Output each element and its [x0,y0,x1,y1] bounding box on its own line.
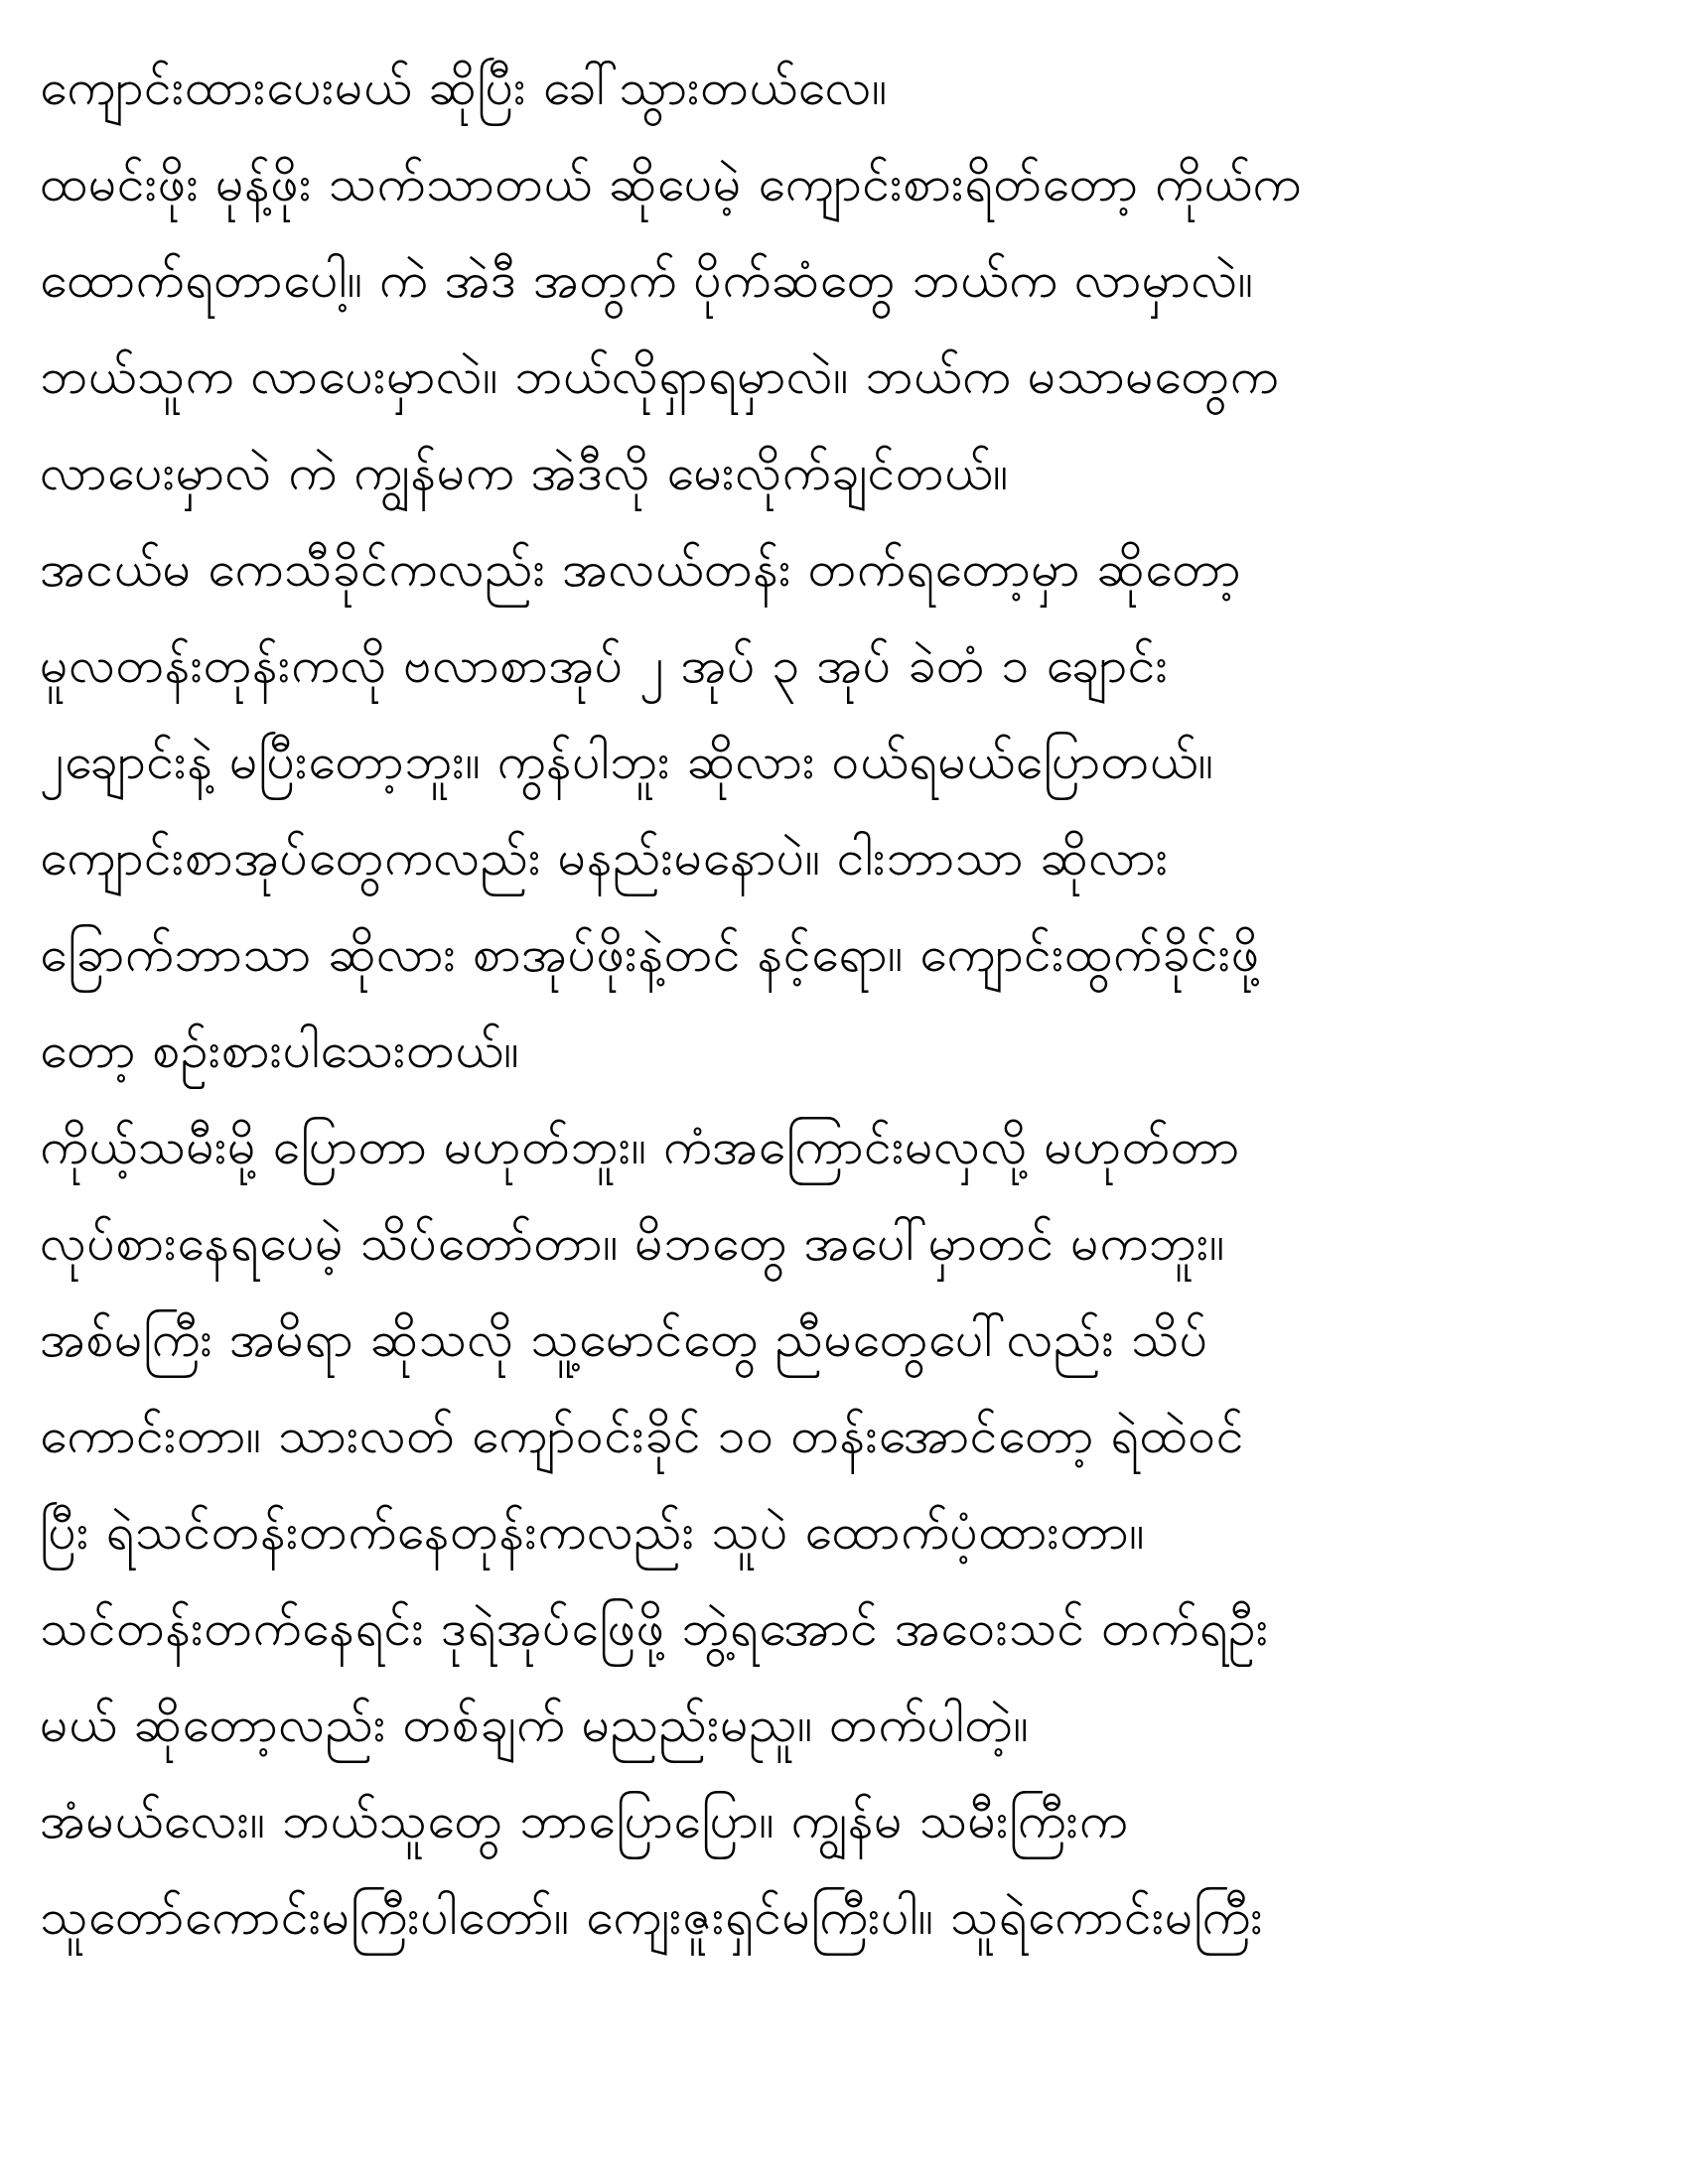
text-line: မူလတန်းတုန်းကလို ဗလာစာအုပ် ၂ အုပ် ၃ အုပ် ခဲတံ ၁ ချောင်း [40,636,1169,694]
text-line: ဘယ်သူက လာပေးမှာလဲ။ ဘယ်လိုရှာရမှာလဲ။ ဘယ်က မသာမတွေက [40,347,1279,405]
text-line: သင်တန်းတက်နေရင်း ဒုရဲအုပ်ဖြေဖို့ ဘွဲ့ရအောင် အဝေးသင် တက်ရဦး [40,1599,1269,1657]
text-line: ပြီး ရဲသင်တန်းတက်နေတုန်းကလည်း သူပဲ ထောက်ပံ့ထားတာ။ [40,1503,1145,1561]
text-line: လာပေးမှာလဲ ကဲ ကျွန်မက အဲဒီလို မေးလိုက်ချင်တယ်။ [40,444,1009,501]
text-line: အစ်မကြီး အမိရာ ဆိုသလို သူ့မောင်တွေ ညီမတွေပေါ်လည်း သိပ် [40,1310,1208,1368]
text-line: ခြောက်ဘာသာ ဆိုလား စာအုပ်ဖိုးနဲ့တင် နင့်ရော။ ကျောင်းထွက်ခိုင်းဖို့ [40,925,1260,983]
text-line: ကျောင်းထားပေးမယ် ဆိုပြီး ခေါ်သွားတယ်လေ။ [40,59,888,116]
text-line: သူတော်ကောင်းမကြီးပါတော်။ ကျေးဇူးရှင်မကြီးပါ။ သူရဲကောင်းမကြီး [40,1888,1264,1946]
text-line: အံမယ်လေး။ ဘယ်သူတွေ ဘာပြောပြော။ ကျွန်မ သမီးကြီးက [40,1792,1129,1849]
text-line: ထမင်းဖိုး မုန့်ဖိုး သက်သာတယ် ဆိုပေမဲ့ ကျောင်းစားရိတ်တော့ ကိုယ်က [40,155,1302,212]
text-line: ကောင်းတာ။ သားလတ် ကျော်ဝင်းခိုင် ၁၀ တန်းအောင်တော့ ရဲထဲဝင် [40,1407,1245,1464]
text-line: ကျောင်းစာအုပ်တွေကလည်း မနည်းမနောပဲ။ ငါးဘာသာ ဆိုလား [40,829,1169,887]
text-line: ကိုယ့်သမီးမို့ ပြောတာ မဟုတ်ဘူး။ ကံအကြောင်းမလှလို့ မဟုတ်တာ [40,1118,1240,1175]
body-text [40,40,1653,1966]
text-line: ထောက်ရတာပေါ့။ ကဲ အဲဒီ အတွက် ပိုက်ဆံတွေ ဘယ်က လာမှာလဲ။ [40,251,1254,309]
text-line: အငယ်မ ကေသီခိုင်ကလည်း အလယ်တန်း တက်ရတော့မှာ ဆိုတော့ [40,540,1242,598]
text-line: ၂ချောင်းနဲ့ မပြီးတော့ဘူး။ ကွန်ပါဘူး ဆိုလား ဝယ်ရမယ်ပြောတယ်။ [40,733,1214,790]
text-line: တော့ စဉ်းစားပါသေးတယ်။ [40,1022,519,1079]
text-line: လုပ်စားနေရပေမဲ့ သိပ်တော်တာ။ မိဘတွေ အပေါ်မှာတင် မကဘူး။ [40,1214,1225,1272]
text-line: မယ် ဆိုတော့လည်း တစ်ချက် မညည်းမညူ။ တက်ပါတဲ့။ [40,1696,1030,1753]
